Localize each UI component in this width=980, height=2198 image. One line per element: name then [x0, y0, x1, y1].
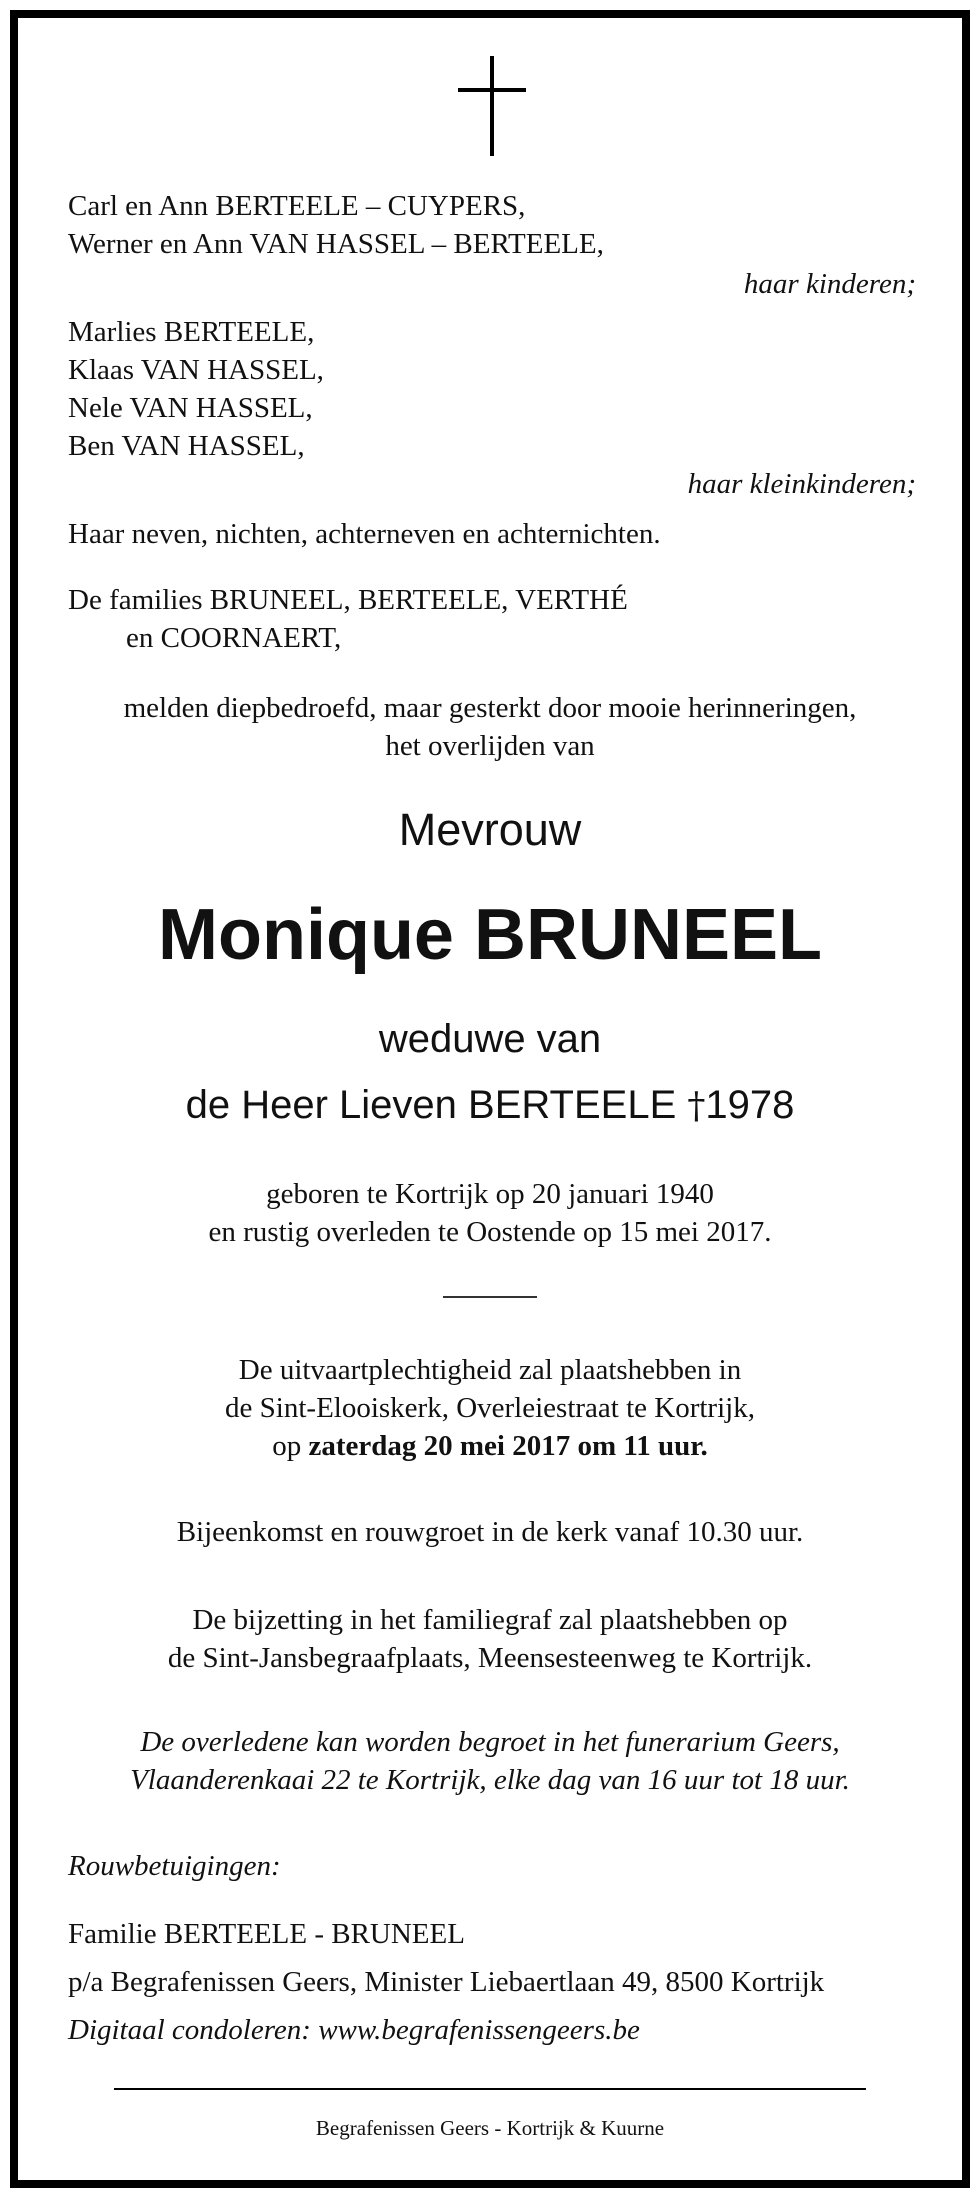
died-line: en rustig overleden te Oostende op 15 mei 2017. — [208, 1216, 772, 1248]
footer-rule — [114, 2088, 866, 2090]
deceased-title: Mevrouw — [398, 804, 582, 855]
born-line: geboren te Kortrijk op 20 januari 1940 — [266, 1178, 714, 1210]
ceremony-datetime: zaterdag 20 mei 2017 om 11 uur. — [308, 1430, 708, 1462]
widow-of: weduwe van — [378, 1017, 602, 1061]
condolences-heading: Rouwbetuigingen: — [68, 1850, 281, 1882]
visitation-line-2: Vlaanderenkaai 22 te Kortrijk, elke dag van 16 uur tot 18 uur. — [130, 1764, 850, 1796]
grandchild-line-4: Ben VAN HASSEL, — [68, 430, 305, 462]
separator-rule — [443, 1296, 537, 1298]
children-role: haar kinderen; — [743, 268, 916, 300]
deceased-name: Monique BRUNEEL — [158, 895, 822, 975]
families-line-1: De families BRUNEEL, BERTEELE, VERTHÉ — [68, 584, 628, 616]
visitation-line-1: De overledene kan worden begroet in het funerarium Geers, — [140, 1726, 840, 1758]
grandchildren-role: haar kleinkinderen; — [687, 468, 916, 500]
grandchild-line-1: Marlies BERTEELE, — [68, 316, 315, 348]
burial-line-2: de Sint-Jansbegraafplaats, Meensesteenweg te Kortrijk. — [167, 1642, 813, 1674]
announcement-line-2: het overlijden van — [385, 730, 595, 762]
footer-text: Begrafenissen Geers - Kortrijk & Kuurne — [315, 2116, 665, 2140]
obituary-card — [10, 10, 970, 2188]
cross-icon: † — [687, 1086, 706, 1127]
gathering-line: Bijeenkomst en rouwgroet in de kerk vanaf 10.30 uur. — [176, 1516, 804, 1548]
ceremony-line-3 — [18, 1428, 962, 1464]
relatives-line: Haar neven, nichten, achterneven en achternichten. — [68, 518, 661, 550]
ceremony-line-1: De uitvaartplechtigheid zal plaatshebben in — [238, 1354, 742, 1386]
grandchild-line-3: Nele VAN HASSEL, — [68, 392, 313, 424]
child-line-2: Werner en Ann VAN HASSEL – BERTEELE, — [68, 228, 604, 260]
ceremony-line-2: de Sint-Elooiskerk, Overleiestraat te Kortrijk, — [225, 1392, 755, 1424]
spouse-year: 1978 — [705, 1083, 795, 1127]
announcement-line-1: melden diepbedroefd, maar gesterkt door mooie herinneringen, — [123, 692, 857, 724]
child-line-1: Carl en Ann BERTEELE – CUYPERS, — [68, 190, 526, 222]
spouse-line — [18, 1080, 962, 1132]
burial-line-1: De bijzetting in het familiegraf zal plaatshebben op — [192, 1604, 788, 1636]
condolences-family: Familie BERTEELE - BRUNEEL — [68, 1918, 465, 1950]
ceremony-prefix: op — [272, 1430, 309, 1462]
spouse-name: de Heer Lieven BERTEELE — [185, 1083, 677, 1127]
families-line-2: en COORNAERT, — [126, 622, 342, 654]
condolences-online[interactable]: Digitaal condoleren: www.begrafenissengeers.be — [68, 2014, 640, 2046]
condolences-address: p/a Begrafenissen Geers, Minister Liebaertlaan 49, 8500 Kortrijk — [68, 1966, 825, 1998]
grandchild-line-2: Klaas VAN HASSEL, — [68, 354, 324, 386]
